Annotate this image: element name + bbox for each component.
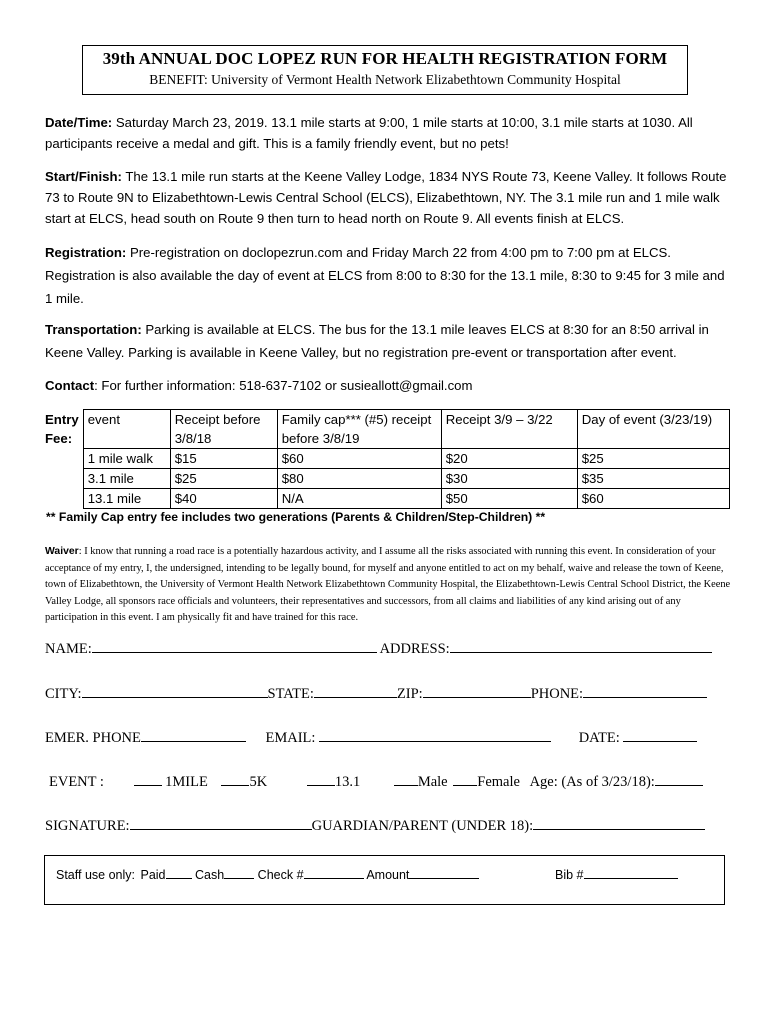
table-row <box>44 469 729 489</box>
city-label: CITY: <box>45 686 82 702</box>
registration-text: Pre-registration on doclopezrun.com and Friday March 22 from 4:00 pm to 7:00 pm at ELCS. Registration is also available the day of event at ELCS from 8:00 to 8:30 for the 13.1 mile, 8:30 to 9:45 for 3 mile and 1 mile. <box>45 245 725 306</box>
state-field[interactable] <box>314 682 397 698</box>
table-cell: 3.1 mile <box>83 469 170 489</box>
email-field[interactable] <box>319 726 551 742</box>
event-line <box>49 770 703 791</box>
table-cell: $25 <box>170 469 277 489</box>
age-label: Age: (As of 3/23/18): <box>529 774 655 790</box>
event-label: EVENT : <box>49 774 104 790</box>
table-cell: $80 <box>277 469 441 489</box>
emer-email-date-line <box>45 726 697 747</box>
staff-fields <box>56 866 479 882</box>
table-cell: 1 mile walk <box>83 449 170 469</box>
amount-field[interactable] <box>409 866 479 879</box>
bib-field[interactable] <box>584 866 678 879</box>
fee-label: Fee: <box>45 430 73 446</box>
zip-field[interactable] <box>423 682 531 698</box>
datetime-text: Saturday March 23, 2019. 13.1 mile starts at 9:00, 1 mile starts at 10:00, 3.1 mile starts at 1030. All participants receive a medal and gift. This is a family friendly event, but no pets! <box>45 115 693 151</box>
male-label: Male <box>417 774 448 790</box>
table-cell: $40 <box>170 489 277 509</box>
table-cell: $60 <box>577 489 729 509</box>
name-address-line <box>45 637 712 658</box>
waiver-label: Waiver <box>45 546 79 557</box>
female-label: Female <box>477 774 520 790</box>
table-cell: $30 <box>441 469 577 489</box>
male-checkbox[interactable] <box>394 770 418 786</box>
table-cell: 13.1 mile <box>83 489 170 509</box>
table-cell: $50 <box>441 489 577 509</box>
header-receipt-before: Receipt before 3/8/18 <box>170 410 277 449</box>
header-day-of-event: Day of event (3/23/19) <box>577 410 729 449</box>
contact-label: Contact <box>45 378 95 393</box>
datetime-label: Date/Time: <box>45 115 113 130</box>
entry-fee-table <box>44 409 730 509</box>
table-row <box>44 489 729 509</box>
name-label: NAME: <box>45 641 92 657</box>
waiver-text: : I know that running a road race is a potentially hazardous activity, and I assume all the risks associated with running this event. In consideration of your acceptance of my entry, I, the undersigned, intending to be legally bound, for myself and anyone entitled to act on my behalf, waive and release the town of Keene, town of Elizabethtown, the University of Vermont Health Network Elizabethtown Community Hospital, the Elizabethtown-Lewis Central School District, the Keene Valley Lodge, all sponsors race officials and volunteers, their representatives and successors, from all claims and liabilities of any kind arising out of any participation in this event. I am physically fit and have trained for this race. <box>45 546 731 624</box>
city-state-zip-phone-line <box>45 682 707 703</box>
staff-use-box <box>44 855 725 905</box>
startfinish-paragraph <box>45 166 735 229</box>
amount-label: Amount <box>366 868 410 882</box>
paid-label: Paid <box>140 868 166 882</box>
cash-label: Cash <box>195 868 225 882</box>
state-label: STATE: <box>267 686 314 702</box>
transportation-text: Parking is available at ELCS. The bus for the 13.1 mile leaves ELCS at 8:30 for an 8:50 arrival in Keene Valley. Parking is available in Keene Valley, but no registration pre-event or transportation after event. <box>45 322 709 360</box>
bib-label: Bib # <box>555 868 584 882</box>
family-cap-note: ** Family Cap entry fee includes two generations (Parents & Children/Step-Children) ** <box>46 510 546 524</box>
staff-label: Staff use only: <box>56 868 135 882</box>
table-cell: $25 <box>577 449 729 469</box>
header-event: event <box>83 410 170 449</box>
address-label: ADDRESS: <box>379 641 450 657</box>
paid-field[interactable] <box>166 866 192 879</box>
signature-field[interactable] <box>130 814 312 830</box>
signature-line <box>45 814 705 835</box>
phone-field[interactable] <box>583 682 707 698</box>
transportation-paragraph <box>45 318 735 364</box>
contact-text: : For further information: 518-637-7102 or susieallott@gmail.com <box>94 378 473 393</box>
table-header-row <box>44 410 729 449</box>
table-cell: $20 <box>441 449 577 469</box>
entry-fee-label <box>44 410 83 509</box>
datetime-paragraph <box>45 112 735 154</box>
phone-label: PHONE: <box>530 686 584 702</box>
table-cell: $35 <box>577 469 729 489</box>
startfinish-text: The 13.1 mile run starts at the Keene Valley Lodge, 1834 NYS Route 73, Keene Valley. It follows Route 73 to Route 9N to Elizabethtown-Lewis Central School (ELCS), Elizabethtown, NY. The 3.1 mile run and 1 mile walk start at ELCS, head south on Route 9 then turn to head north on Route 9. All events finish at ELCS. <box>45 169 727 226</box>
event-5k-checkbox[interactable] <box>221 770 249 786</box>
address-field[interactable] <box>450 637 712 653</box>
table-cell: $15 <box>170 449 277 469</box>
check-field[interactable] <box>304 866 364 879</box>
date-field[interactable] <box>623 726 697 742</box>
contact-paragraph <box>45 375 735 396</box>
city-field[interactable] <box>82 682 268 698</box>
date-label: DATE: <box>578 730 620 746</box>
header-receipt-range: Receipt 3/9 – 3/22 <box>441 410 577 449</box>
guardian-label: GUARDIAN/PARENT (UNDER 18): <box>311 818 534 834</box>
registration-paragraph <box>45 241 735 310</box>
event-13-checkbox[interactable] <box>307 770 335 786</box>
zip-label: ZIP: <box>396 686 423 702</box>
table-cell: $60 <box>277 449 441 469</box>
title-box <box>82 45 688 95</box>
waiver-paragraph <box>45 544 735 627</box>
age-field[interactable] <box>655 770 703 786</box>
guardian-signature-field[interactable] <box>533 814 705 830</box>
name-field[interactable] <box>92 637 377 653</box>
startfinish-label: Start/Finish: <box>45 169 122 184</box>
transportation-label: Transportation: <box>45 322 142 337</box>
check-label: Check # <box>257 868 304 882</box>
bib-section <box>555 866 678 882</box>
female-checkbox[interactable] <box>453 770 477 786</box>
email-label: EMAIL: <box>265 730 316 746</box>
event-13-label: 13.1 <box>334 774 361 790</box>
emer-phone-label: EMER. PHONE <box>45 730 141 746</box>
emer-phone-field[interactable] <box>141 726 246 742</box>
table-row <box>44 449 729 469</box>
header-family-cap: Family cap*** (#5) receipt before 3/8/19 <box>277 410 441 449</box>
registration-label: Registration: <box>45 245 127 260</box>
event-5k-label: 5K <box>249 774 268 790</box>
signature-label: SIGNATURE: <box>45 818 130 834</box>
cash-field[interactable] <box>224 866 254 879</box>
form-subtitle: BENEFIT: University of Vermont Health Network Elizabethtown Community Hospital <box>149 72 621 87</box>
form-title: 39th ANNUAL DOC LOPEZ RUN FOR HEALTH REGISTRATION FORM <box>102 49 668 68</box>
entry-label: Entry <box>45 411 79 427</box>
event-1mile-label: 1MILE <box>165 774 208 790</box>
event-1mile-checkbox[interactable] <box>134 770 162 786</box>
table-cell: N/A <box>277 489 441 509</box>
